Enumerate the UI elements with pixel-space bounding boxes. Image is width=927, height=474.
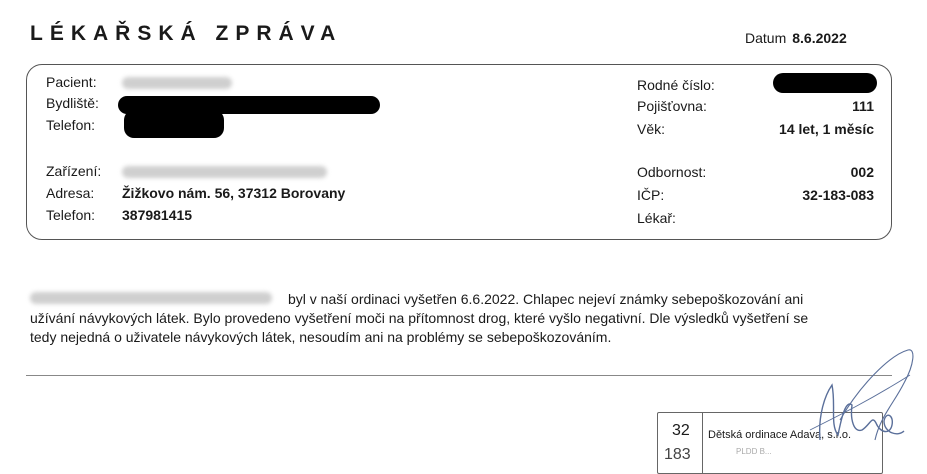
telefon-redacted [124,110,224,138]
pacient-redacted [122,77,232,89]
pojistovna-label: Pojišťovna: [637,98,707,114]
adresa-value: Žižkovo nám. 56, 37312 Borovany [122,185,346,201]
vek-label: Věk: [637,121,666,137]
page-title: LÉKAŘSKÁ ZPRÁVA [30,22,343,45]
odbornost-label: Odbornost: [637,164,707,180]
stamp-subtext: PLDD B... [736,447,772,456]
rodne-cislo-label: Rodné číslo: [637,77,715,93]
lekar-label: Lékař: [637,210,676,226]
date-label: Datum [745,30,787,46]
telefon-label: Telefon: [46,117,96,133]
stamp-number-1: 32 [672,422,690,439]
adresa-label: Adresa: [46,185,95,201]
icp-value: 32-183-083 [802,187,874,203]
report-line-3: tedy nejedná o uživatele návykových látek, nesoudím ani na problémy se sebepoškozováním. [30,329,612,345]
odbornost-value: 002 [850,164,874,180]
signature [780,345,920,456]
vek-value: 14 let, 1 měsíc [779,121,874,137]
stamp-number-column [658,413,703,473]
icp-label: IČP: [637,187,665,203]
report-line-1: byl v naší ordinaci vyšetřen 6.6.2022. Chlapec nejeví známky sebepoškozování ani [288,291,804,307]
zarizeni-telefon-value: 387981415 [122,207,193,223]
rodne-cislo-redacted [773,73,877,93]
report-line-2: užívání návykových látek. Bylo provedeno vyšetření moči na přítomnost drog, které vyšlo negativní. Dle výsledků vyšetření se [30,310,809,326]
report-text [30,290,900,347]
divider [26,375,892,376]
date-field [745,30,847,46]
stamp-text: Dětská ordinace Adava, s.r.o. [708,429,852,441]
stamp-number-2: 183 [664,446,691,463]
pojistovna-value: 111 [852,98,874,114]
zarizeni-redacted [122,166,327,178]
zarizeni-label: Zařízení: [46,163,102,179]
bydliste-label: Bydliště: [46,95,99,111]
date-value: 8.6.2022 [792,30,847,46]
zarizeni-telefon-label: Telefon: [46,207,96,223]
pacient-label: Pacient: [46,74,97,90]
